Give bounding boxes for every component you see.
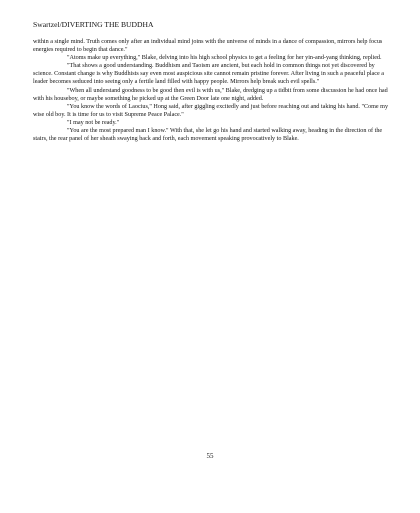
paragraph: "You are the most prepared man I know." With that, she let go his hand and started walking away, heading in the direction of the stairs, the rear panel of her sheath swaying back and forth, each movement speaking provocatively to Blake. — [33, 128, 383, 143]
paragraph-continued: within a single mind. Truth comes only after an individual mind joins with the universe of minds in a dance of compassion, mirrors help focus energies required to begin that dance." — [33, 39, 383, 54]
running-header: Swartzel/DIVERTING THE BUDDHA — [33, 20, 154, 29]
paragraph: "Atoms make up everything," Blake, delving into his high school physics to get a feeling for her yin-and-yang thinking, replied. — [67, 55, 382, 62]
paragraph: "That shows a good understanding. Buddhism and Taoism are ancient, but each hold in common things not yet discovered by science. Constant change is why Buddhists say even most auspicious site cannot remain pristine forever. After living in such a peaceful place a leader becomes seduced into seeing only a fertile land filled with happy people. Mirrors help break such evil spells." — [33, 63, 384, 86]
paragraph: "I may not be ready." — [67, 119, 120, 126]
paragraph: "You know the words of Laocius," Hong said, after giggling excitedly and just before reaching out and taking his hand. "Come my wise old boy. It is time for us to visit Supreme Peace Palace." — [33, 103, 389, 118]
body-text — [33, 38, 389, 143]
page-number: 55 — [206, 452, 214, 460]
paragraph: "When all understand goodness to be good then evil is with us," Blake, dredging up a tidbit from some discussion he had once had with his houseboy, or maybe something he picked up at the Green Door late one night, added. — [33, 87, 388, 102]
